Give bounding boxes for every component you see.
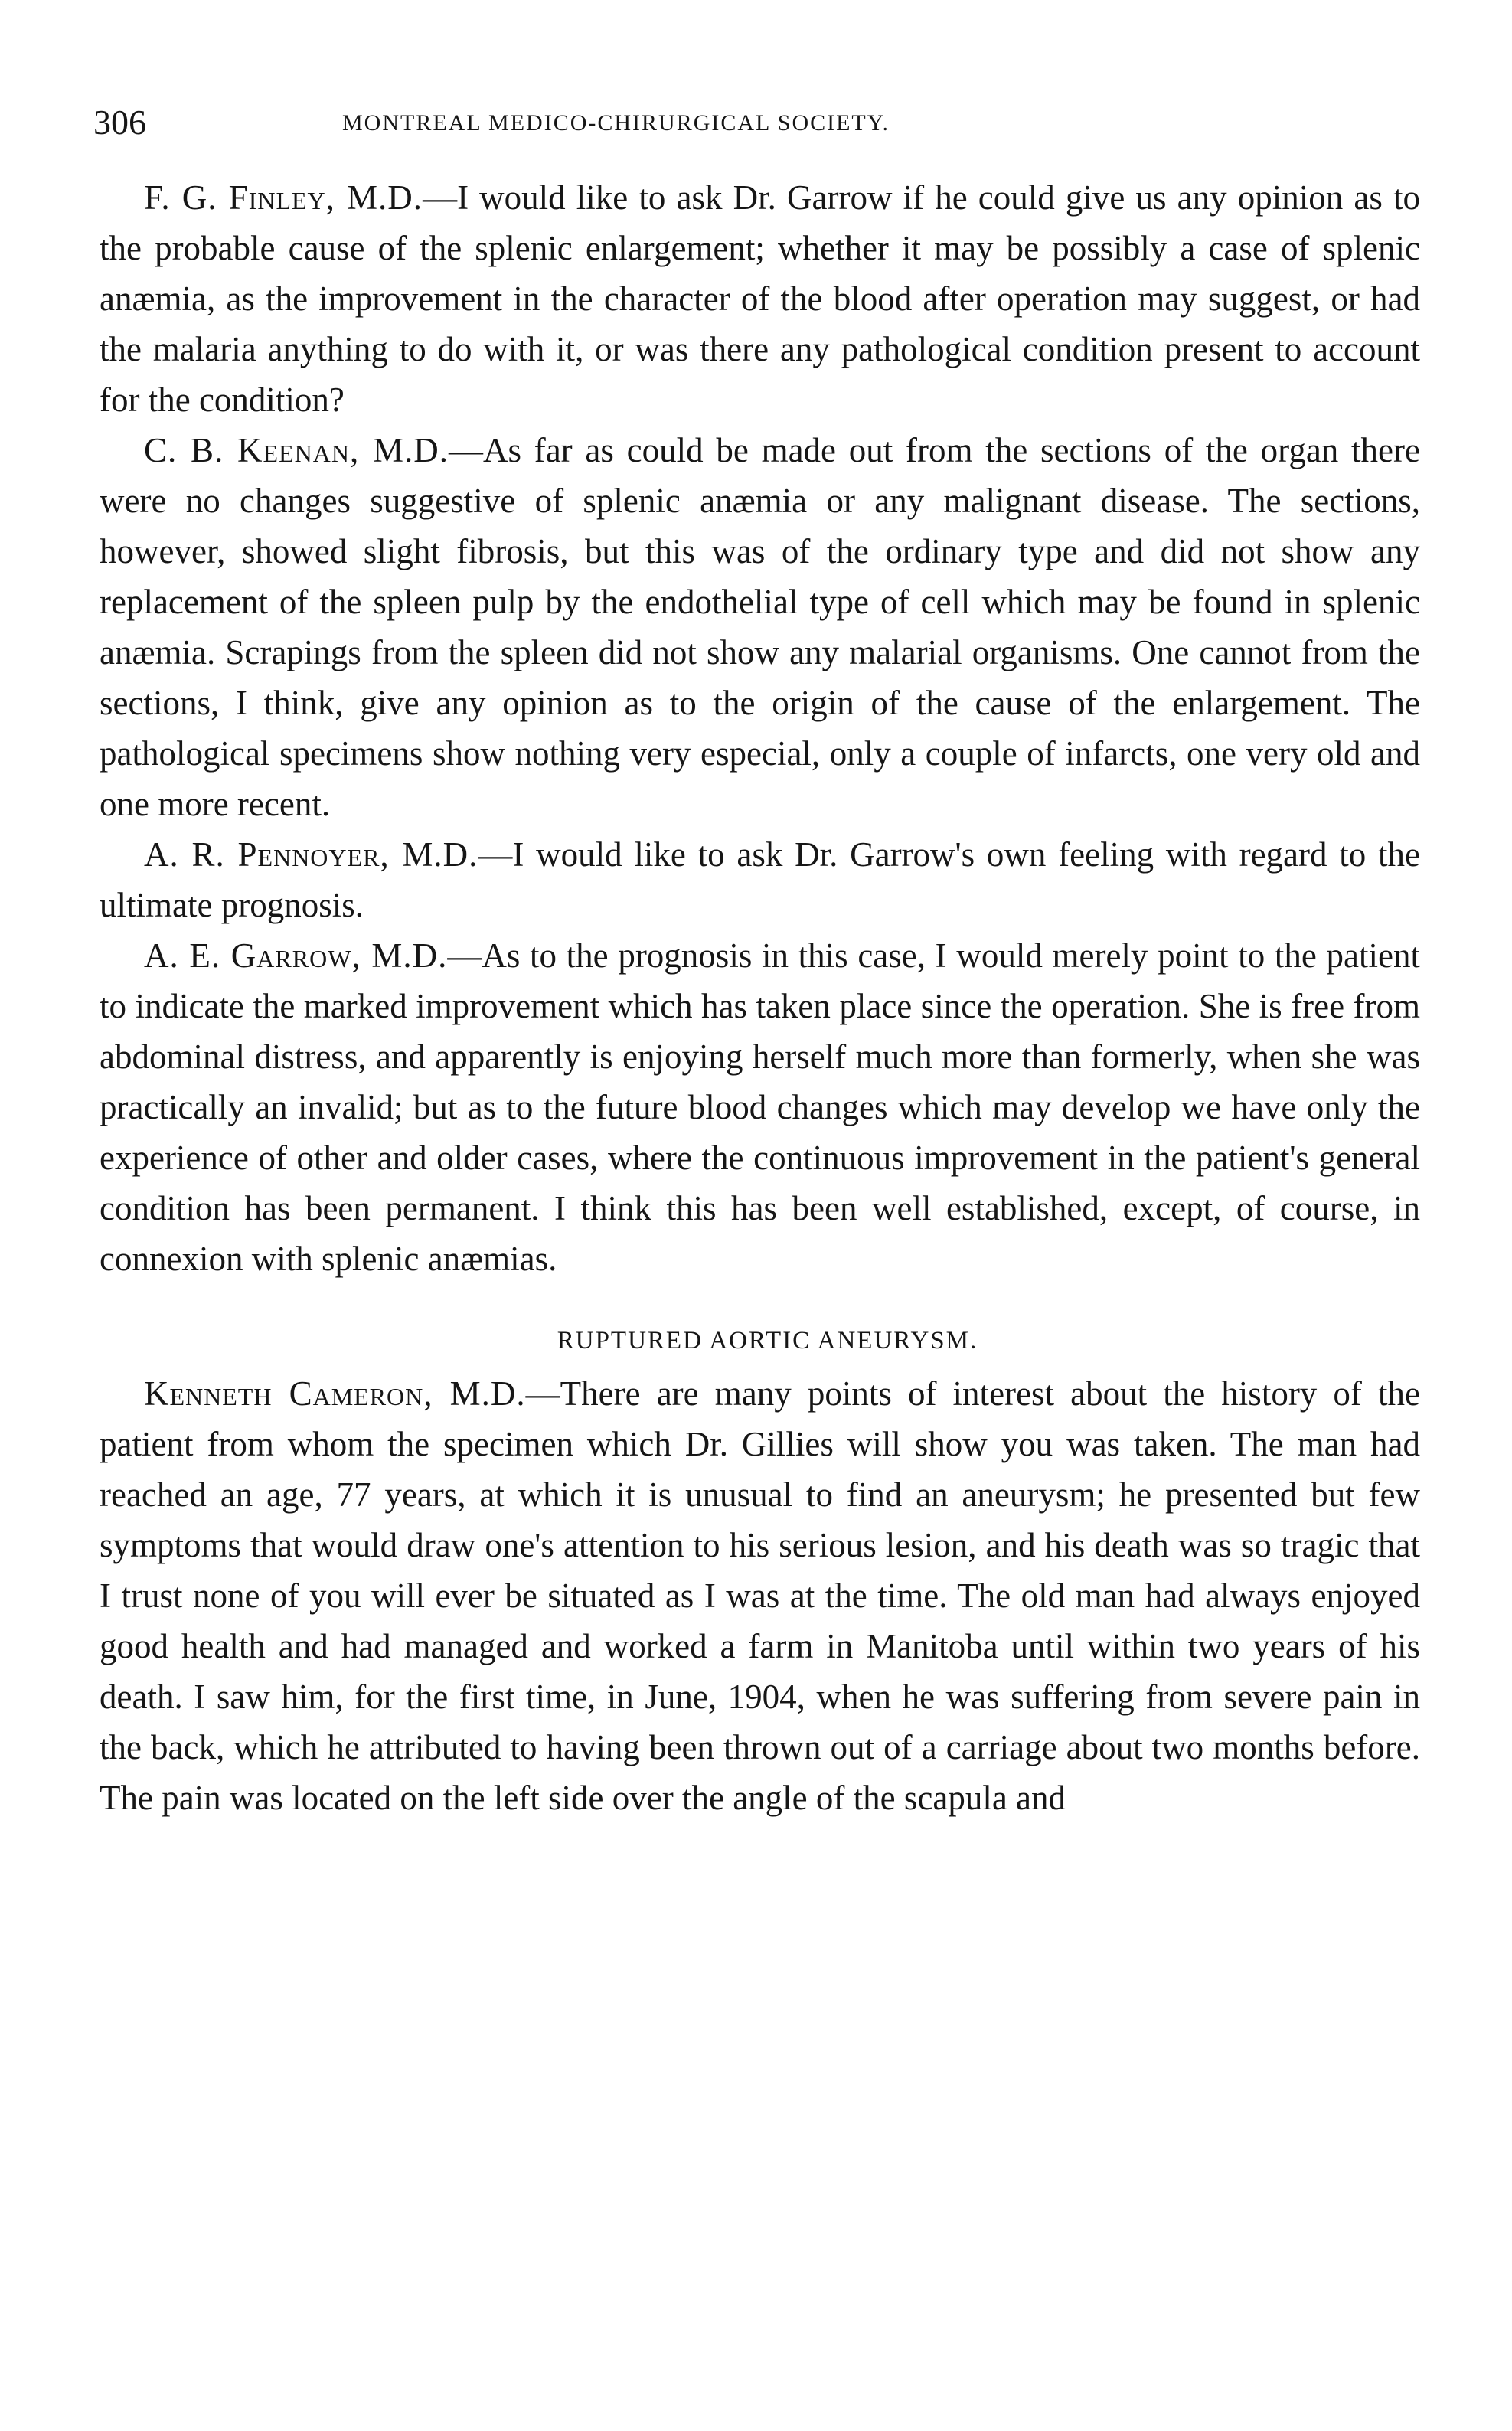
- paragraph-text: —As far as could be made out from the sections of the organ there were no changes suggestive of splenic anæmia or any malignant disease. The sections, however, showed slight fibrosis, but this was of the ordinary type and did not show any replacement of the spleen pulp by the endothelial type of cell which may be found in splenic anæmia. Scrapings from the spleen did not show any malarial organisms. One cannot from the sections, I think, give any opinion as to the origin of the cause of the enlargement. The pathological specimens show nothing very especial, only a couple of infarcts, one very old and one more recent.: [100, 431, 1420, 823]
- running-title: MONTREAL MEDICO-CHIRURGICAL SOCIETY.: [342, 110, 890, 136]
- paragraph-text: —There are many points of interest about the history of the patient from whom the specimen which Dr. Gillies will show you was taken. The man had reached an age, 77 years, at which it is unusual to find an aneurysm; he presented but few symptoms that would draw one's attention to his serious lesion, and his death was so tragic that I trust none of you will ever be situated as I was at the time. The old man had always enjoyed good health and had managed and worked a farm in Manitoba until within two years of his death. I saw him, for the first time, in June, 1904, when he was suffering from severe pain in the back, which he attributed to having been thrown out of a carriage about two months before. The pain was located on the left side over the angle of the scapula and: [100, 1374, 1420, 1817]
- speaker-name: C. B. Keenan, M.D.: [144, 431, 449, 469]
- body-text: [100, 172, 1420, 1823]
- speaker-name: Kenneth Cameron, M.D.: [144, 1374, 526, 1413]
- paragraph-keenan: [100, 425, 1420, 829]
- paragraph-text: —I would like to ask Dr. Garrow if he could give us any opinion as to the probable cause of the splenic enlargement; whether it may be possibly a case of splenic anæmia, as the improvement in the character of the blood after operation may suggest, or had the malaria anything to do with it, or was there any pathological condition present to account for the condition?: [100, 178, 1420, 419]
- speaker-name: F. G. Finley, M.D.: [144, 178, 423, 217]
- page-header: [93, 100, 1418, 153]
- paragraph-text: —I would like to ask Dr. Garrow's own feeling with regard to the ultimate prognosis.: [100, 835, 1420, 924]
- paragraph-cameron: [100, 1368, 1420, 1823]
- paragraph-text: —As to the prognosis in this case, I would merely point to the patient to indicate the marked improvement which has taken place since the operation. She is free from abdominal distress, and apparently is enjoying herself much more than formerly, when she was practically an invalid; but as to the future blood changes which may develop we have only the experience of other and older cases, where the continuous improvement in the patient's general condition has been permanent. I think this has been well established, except, of course, in connexion with splenic anæmias.: [100, 936, 1420, 1278]
- page-number: 306: [93, 103, 146, 142]
- speaker-name: A. R. Pennoyer, M.D.: [144, 835, 478, 874]
- paragraph-garrow: [100, 930, 1420, 1284]
- paragraph-pennoyer: [100, 829, 1420, 930]
- section-heading: RUPTURED AORTIC ANEURYSM.: [557, 1327, 978, 1354]
- paragraph-finley: [100, 172, 1420, 425]
- speaker-name: A. E. Garrow, M.D.: [144, 936, 448, 975]
